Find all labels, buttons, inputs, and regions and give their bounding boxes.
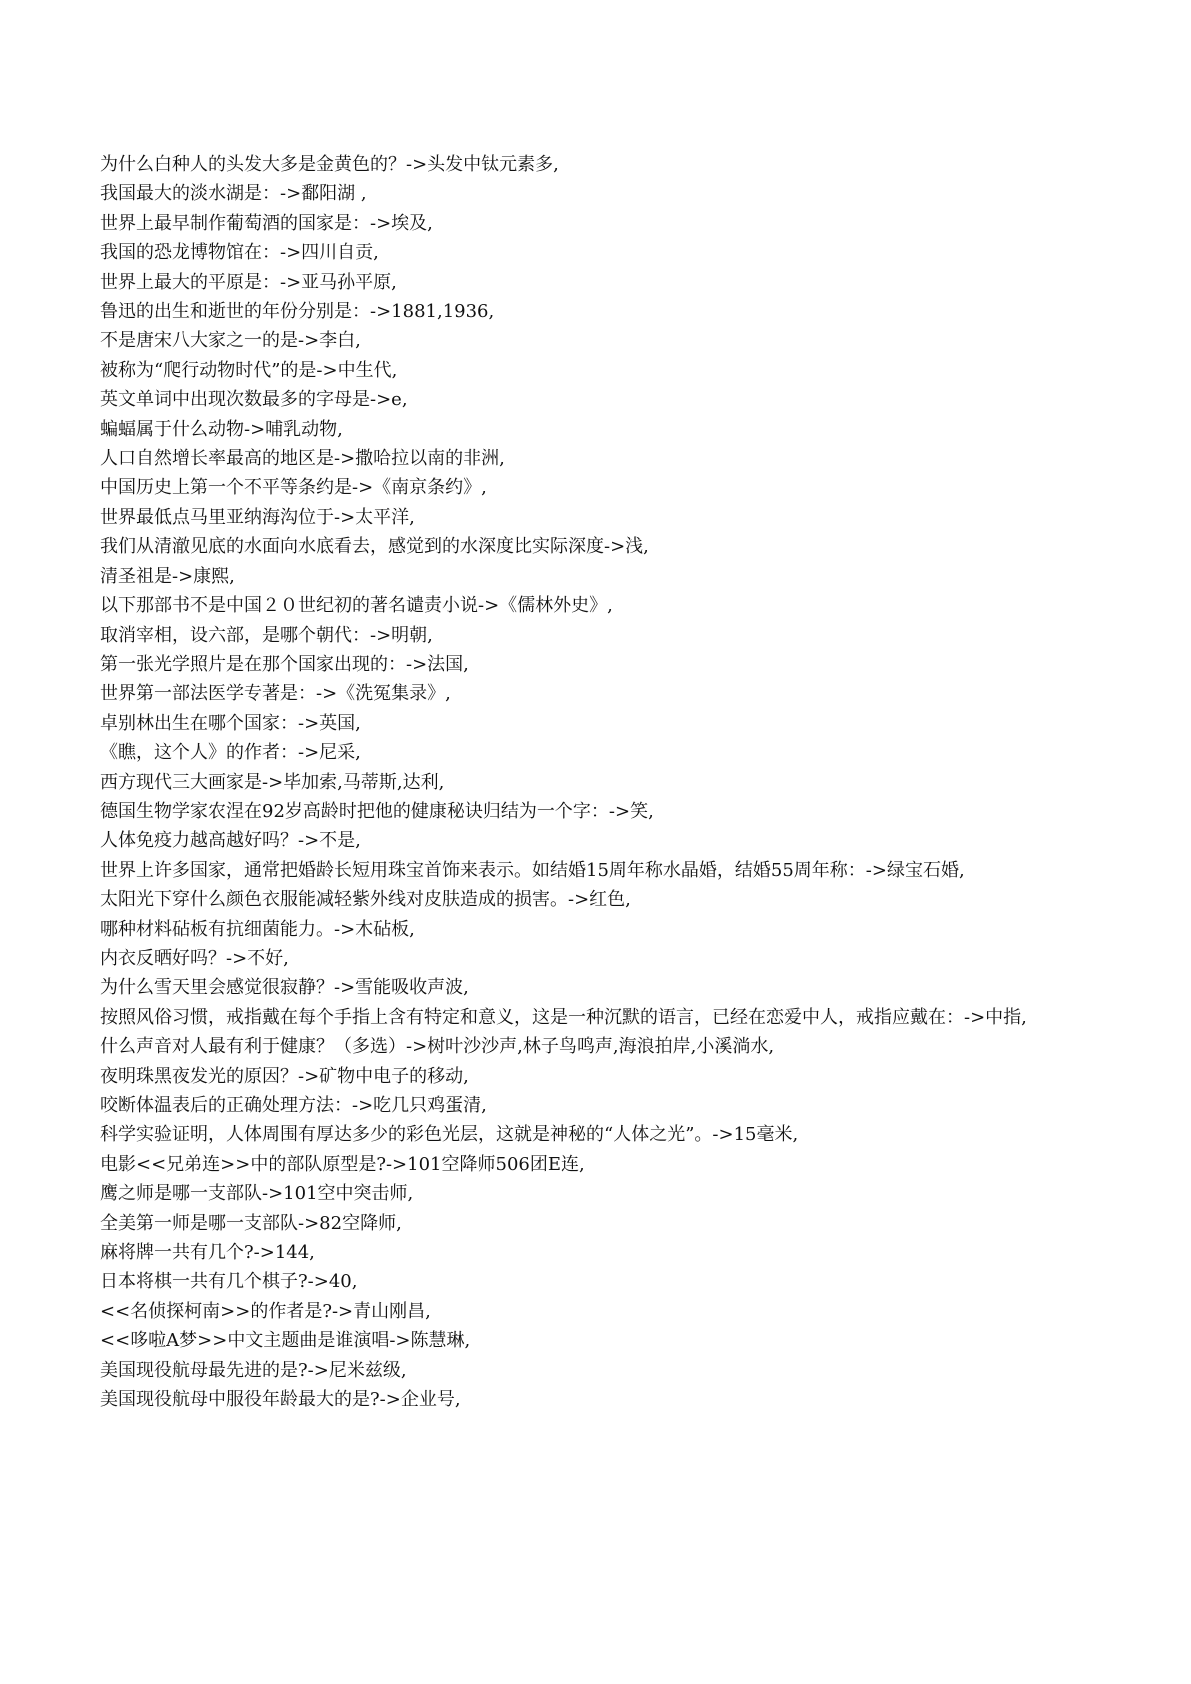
text-line: 世界上最大的平原是：->亚马孙平原, — [100, 271, 397, 293]
text-line: 哪种材料砧板有抗细菌能力。->木砧板, — [100, 918, 415, 940]
text-line: 被称为“爬行动物时代”的是->中生代, — [100, 359, 398, 381]
text-line: 人体免疫力越高越好吗？->不是, — [100, 830, 361, 852]
text-line: 清圣祖是->康熙, — [100, 565, 235, 587]
text-line: <<哆啦A梦>>中文主题曲是谁演唱->陈慧琳, — [100, 1330, 471, 1352]
text-line: 鹰之师是哪一支部队->101空中突击师, — [100, 1183, 414, 1205]
text-line: 电影<<兄弟连>>中的部队原型是?->101空降师506团E连, — [100, 1153, 585, 1175]
text-line: 世界上许多国家，通常把婚龄长短用珠宝首饰来表示。如结婚15周年称水晶婚，结婚55周年称：->绿宝石婚, — [100, 859, 965, 881]
text-line: 美国现役航母中服役年龄最大的是?->企业号, — [100, 1389, 461, 1411]
text-line: 西方现代三大画家是->毕加索,马蒂斯,达利, — [100, 771, 445, 793]
text-line: 我们从清澈见底的水面向水底看去，感觉到的水深度比实际深度->浅, — [100, 536, 649, 558]
text-line: 世界上最早制作葡萄酒的国家是：->埃及, — [100, 212, 433, 234]
text-line: 《瞧，这个人》的作者：->尼采, — [100, 742, 361, 764]
text-line: 太阳光下穿什么颜色衣服能减轻紫外线对皮肤造成的损害。->红色, — [100, 889, 631, 911]
text-line: 蝙蝠属于什么动物->哺乳动物, — [100, 418, 343, 440]
text-line: 不是唐宋八大家之一的是->李白, — [100, 330, 361, 352]
text-line: 中国历史上第一个不平等条约是->《南京条约》, — [100, 477, 487, 499]
text-line: 夜明珠黑夜发光的原因？->矿物中电子的移动, — [100, 1065, 469, 1087]
text-line: 全美第一师是哪一支部队->82空降师, — [100, 1212, 402, 1234]
text-line: 鲁迅的出生和逝世的年份分别是：->1881,1936, — [100, 301, 495, 323]
text-line: 内衣反晒好吗？->不好, — [100, 947, 289, 969]
text-line: 世界第一部法医学专著是：->《洗冤集录》, — [100, 683, 451, 705]
text-line: 第一张光学照片是在那个国家出现的：->法国, — [100, 653, 469, 675]
text-line: 以下那部书不是中国２０世纪初的著名谴责小说->《儒林外史》, — [100, 595, 613, 617]
text-line: 为什么白种人的头发大多是金黄色的？->头发中钛元素多, — [100, 154, 559, 175]
text-line: 人口自然增长率最高的地区是->撒哈拉以南的非洲, — [100, 448, 505, 470]
text-line: 咬断体温表后的正确处理方法：->吃几只鸡蛋清, — [100, 1095, 487, 1116]
text-line: 德国生物学家农涅在92岁高龄时把他的健康秘诀归结为一个字：->笑, — [100, 800, 654, 822]
text-line: 我国最大的淡水湖是：->鄱阳湖 , — [100, 183, 367, 205]
quiz-text-body — [100, 150, 1100, 1414]
text-line: 按照风俗习惯，戒指戴在每个手指上含有特定和意义，这是一种沉默的语言，已经在恋爱中人，戒指应戴在：->中指, — [100, 1006, 1027, 1028]
text-line: 美国现役航母最先进的是?->尼米兹级, — [100, 1359, 407, 1381]
text-line: 日本将棋一共有几个棋子?->40, — [100, 1271, 358, 1293]
text-line: 我国的恐龙博物馆在：->四川自贡, — [100, 242, 379, 264]
text-line: <<名侦探柯南>>的作者是?->青山刚昌, — [100, 1300, 431, 1322]
text-line: 科学实验证明，人体周围有厚达多少的彩色光层，这就是神秘的“人体之光”。->15毫米, — [100, 1124, 799, 1146]
text-line: 麻将牌一共有几个?->144, — [100, 1242, 315, 1264]
text-line: 世界最低点马里亚纳海沟位于->太平洋, — [100, 506, 415, 528]
text-line: 为什么雪天里会感觉很寂静？->雪能吸收声波, — [100, 977, 469, 999]
text-line: 卓别林出生在哪个国家：->英国, — [100, 712, 361, 734]
text-line: 英文单词中出现次数最多的字母是->e, — [100, 389, 408, 411]
text-line: 什么声音对人最有利于健康？（多选）->树叶沙沙声,林子鸟鸣声,海浪拍岸,小溪淌水, — [100, 1036, 775, 1058]
text-line: 取消宰相，设六部，是哪个朝代：->明朝, — [100, 624, 433, 646]
